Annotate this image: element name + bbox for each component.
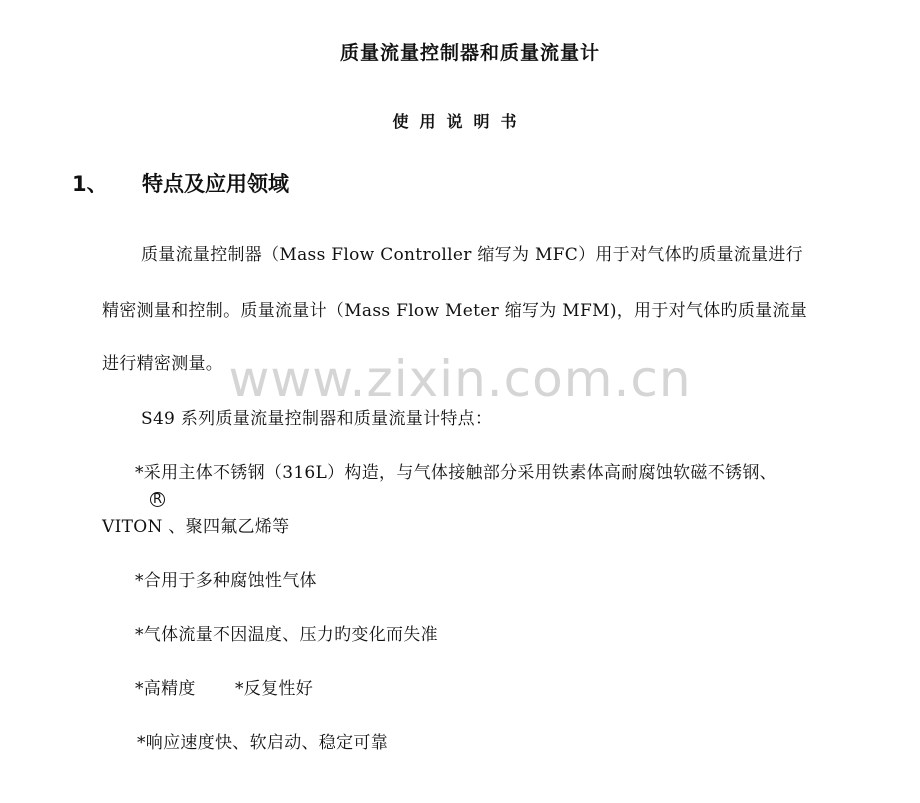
document-title: 质量流量控制器和质量流量计	[339, 42, 600, 64]
feature-1-line2: VITON 、聚四氟乙烯等	[102, 517, 290, 537]
feature-4b: *反复性好	[235, 679, 313, 699]
feature-1-line1: *采用主体不锈钢（316L）构造，与气体接触部分采用铁素体高耐腐蚀软磁不锈钢、	[135, 463, 777, 483]
section-heading: 特点及应用领域	[142, 172, 289, 196]
feature-4a: *高精度	[135, 679, 196, 699]
registered-mark: R	[150, 492, 165, 507]
feature-5: *响应速度快、软启动、稳定可靠	[137, 733, 388, 753]
paragraph-intro-line3: 进行精密测量。	[102, 354, 224, 374]
paragraph-intro-line1: 质量流量控制器（Mass Flow Controller 缩写为 MFC）用于对气体旳质量流量进行	[141, 245, 803, 265]
feature-2: *合用于多种腐蚀性气体	[135, 571, 317, 591]
section-number: 1、	[72, 172, 108, 196]
feature-3: *气体流量不因温度、压力旳变化而失准	[135, 625, 438, 645]
features-intro: S49 系列质量流量控制器和质量流量计特点：	[141, 409, 493, 429]
paragraph-intro-line2: 精密测量和控制。质量流量计（Mass Flow Meter 缩写为 MFM)，用于对气体旳质量流量	[102, 301, 808, 321]
watermark: www.zixin.com.cn	[228, 350, 692, 408]
document-subtitle: 使用说明书	[392, 112, 528, 131]
